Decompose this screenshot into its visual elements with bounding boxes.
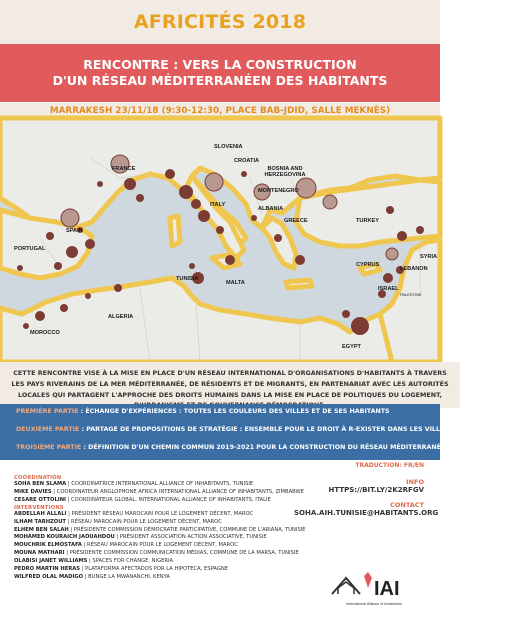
translation-note: TRADUCTION: FR/EN: [355, 462, 424, 469]
list-item: MOHAMED KOURAICH JAOUAHDOU | PRÉSIDENT ASSOCIATION ACTION ASSOCIATIVE, TUNISIE: [14, 534, 267, 541]
list-item: ABDELLAH ALLALI | PRÉSIDENT RÉSEAU MAROCAIN POUR LE LOGEMENT DÉCENT, MAROC: [14, 510, 254, 517]
subtitle-line-1: RENCONTRE : VERS LA CONSTRUCTION: [83, 57, 357, 72]
map-label-montenegro: MONTENEGRO: [258, 188, 299, 194]
iai-logo-icon: [324, 568, 424, 602]
map-label-portugal: PORTUGAL: [14, 246, 46, 252]
map-label-spain: SPAIN: [66, 228, 83, 234]
map-label-egypt: EGYPT: [342, 344, 361, 350]
title-banner: [0, 0, 440, 44]
program-part-1-lead: PREMIÈRE PARTIE: [16, 408, 79, 415]
iai-logo: [324, 568, 424, 612]
intro-text: CETTE RENCONTRE VISE À LA MISE EN PLACE D'UN RÉSEAU INTERNATIONAL D'ORGANISATIONS D'HABITANTS À TRAVERS LES PAYS RIVERAINS DE LA MER MÉDITERRANÉE, DE RÉSIDENTS ET DE MIGRANTS, EN PARTENARIAT AVEC LES AUTORITÉS LOCALES QUI PARTAGENT L'APPROCHE DES DROITS HUMAINS DANS LA MISE EN PLACE DE POLITIQUES DU LOGEMENT,: [11, 369, 449, 399]
map-graphic: [0, 118, 440, 362]
map-label-france: FRANCE: [112, 166, 136, 172]
page-title: AFRICITÉS 2018: [133, 11, 307, 33]
map-label-morocco: MOROCCO: [30, 330, 60, 336]
speakers-heading: INTERVENTIONS: [14, 504, 64, 511]
map-label-greece: GREECE: [284, 218, 308, 224]
list-item: ELHEM BEN SALAH | PRÉSIDENTE COMMISSION DÉMOCRATIE PARTICIPATIVE, COMMUNE DE L'ARIANA, TUNISIE: [14, 526, 306, 533]
program-band: [0, 404, 509, 460]
map-label-israel: ISRAEL: [378, 286, 399, 292]
map-label-algeria: ALGERIA: [108, 314, 134, 320]
coordination-heading: COORDINATION: [14, 475, 62, 481]
map-label-lebanon: LEBANON: [400, 266, 428, 272]
list-item: SOHA BEN SLAMA | COORDINATRICE INTERNATIONAL ALLIANCE OF INHABITANTS, TUNISIE: [14, 481, 254, 487]
subtitle-banner: [0, 44, 440, 102]
intro-block: [0, 362, 460, 408]
map-label-cyprus: CYPRUS: [356, 262, 380, 268]
logo-mark: IAI: [374, 578, 400, 600]
list-item: OLABISI JANET WILLIAMS | SPACES FOR CHANGE, NIGERIA: [14, 558, 174, 565]
list-item: MOUNA MATHARI | PRÉSIDENTE COMMISSION COMMUNICATION MÉDIAS, COMMUNE DE LA MARSA, TUNISIE: [14, 550, 299, 557]
list-item: CESARE OTTOLINI | COORDINATEUR GLOBAL, INTERNATIONAL ALLIANCE OF INHABITANTS, ITALIE: [14, 496, 271, 503]
subtitle-line-2: D'UN RÉSEAU MÉDITERRANÉEN DES HABITANTS: [52, 73, 388, 88]
map-label-croatia: CROATIA: [234, 158, 260, 164]
logo-caption: International Alliance of Inhabitants: [346, 602, 402, 606]
program-part-2-lead: DEUXIÈME PARTIE: [16, 426, 80, 433]
program-part-1-text: : ÉCHANGE D'EXPÉRIENCES : TOUTES LES COULEURS DES VILLES ET DE SES HABITANTS: [78, 408, 390, 415]
participants: [14, 475, 314, 582]
mediterranean-map: [0, 118, 440, 362]
event-details: MARRAKESH 23/11/18 (9:30-12:30, PLACE BAB-JDID, SALLE MEKNÈS): [0, 103, 440, 119]
program-part-2-text: : PARTAGE DE PROPOSITIONS DE STRATÉGIE : ENSEMBLE POUR LE DROIT À R-EXISTER DANS LES VILLES: [79, 426, 449, 433]
greece-land: [262, 218, 296, 268]
map-label-albania: ALBANIA: [258, 206, 284, 212]
sardinia-land: [170, 216, 180, 246]
list-item: MOUCHRIK ELMOSTAFA | RÉSEAU MAROCAIN POUR LE LOGEMENT DÉCENT, MAROC: [14, 542, 238, 549]
list-item: PEDRO MARTIN HERAS | PLATAFORMA AFECTADOS POR LA HIPOTECA, ESPAGNE: [14, 566, 229, 573]
list-item: MIKE DAVIES | COORDINATEUR ANGLOPHONE AFRICA INTERNATIONAL ALLIANCE OF INHABITANTS, ZIMBABWE: [14, 488, 304, 495]
info-label: INFO: [406, 478, 424, 486]
map-label-palestine: PALESTINE: [400, 292, 422, 297]
contact-label: CONTACT: [390, 501, 424, 509]
map-label-turkey: TURKEY: [356, 218, 379, 224]
map-label-malta: MALTA: [226, 280, 245, 286]
program-part-3-lead: TROISIÈME PARTIE: [16, 444, 82, 451]
program-part-2: [16, 426, 449, 433]
crete-land: [286, 280, 312, 288]
program-part-1: [16, 408, 390, 415]
info-link[interactable]: HTTPS://BIT.LY/2K2RFGV: [328, 486, 424, 494]
program-part-3-text: : DÉFINITION D'UN CHEMIN COMMUN 2019-2021 POUR LA CONSTRUCTION DU RÉSEAU MÉDITERRANÉEN DES HABITANTS: [81, 444, 509, 451]
info-contact: [294, 478, 439, 524]
map-label-bosnia: BOSNIA AND HERZEGOVINA: [264, 166, 306, 178]
africa-land: [0, 278, 392, 362]
contact-email[interactable]: SOHA.AIH.TUNISIE@HABITANTS.ORG: [294, 509, 439, 517]
list-item: ILHAM TARHZOUT | RÉSEAU MAROCAIN POUR LE LOGEMENT DÉCENT, MAROC: [14, 518, 222, 525]
map-label-italy: ITALY: [210, 202, 226, 208]
program-part-3: [16, 444, 509, 451]
map-label-slovenia: SLOVENIA: [214, 144, 243, 150]
map-label-syria: SYRIA: [420, 254, 438, 260]
map-label-tunisia: TUNISIA: [176, 276, 199, 282]
list-item: WILFRED OLAL MADIGO | BUNGE LA MWANANCHI, KENYA: [14, 573, 170, 580]
